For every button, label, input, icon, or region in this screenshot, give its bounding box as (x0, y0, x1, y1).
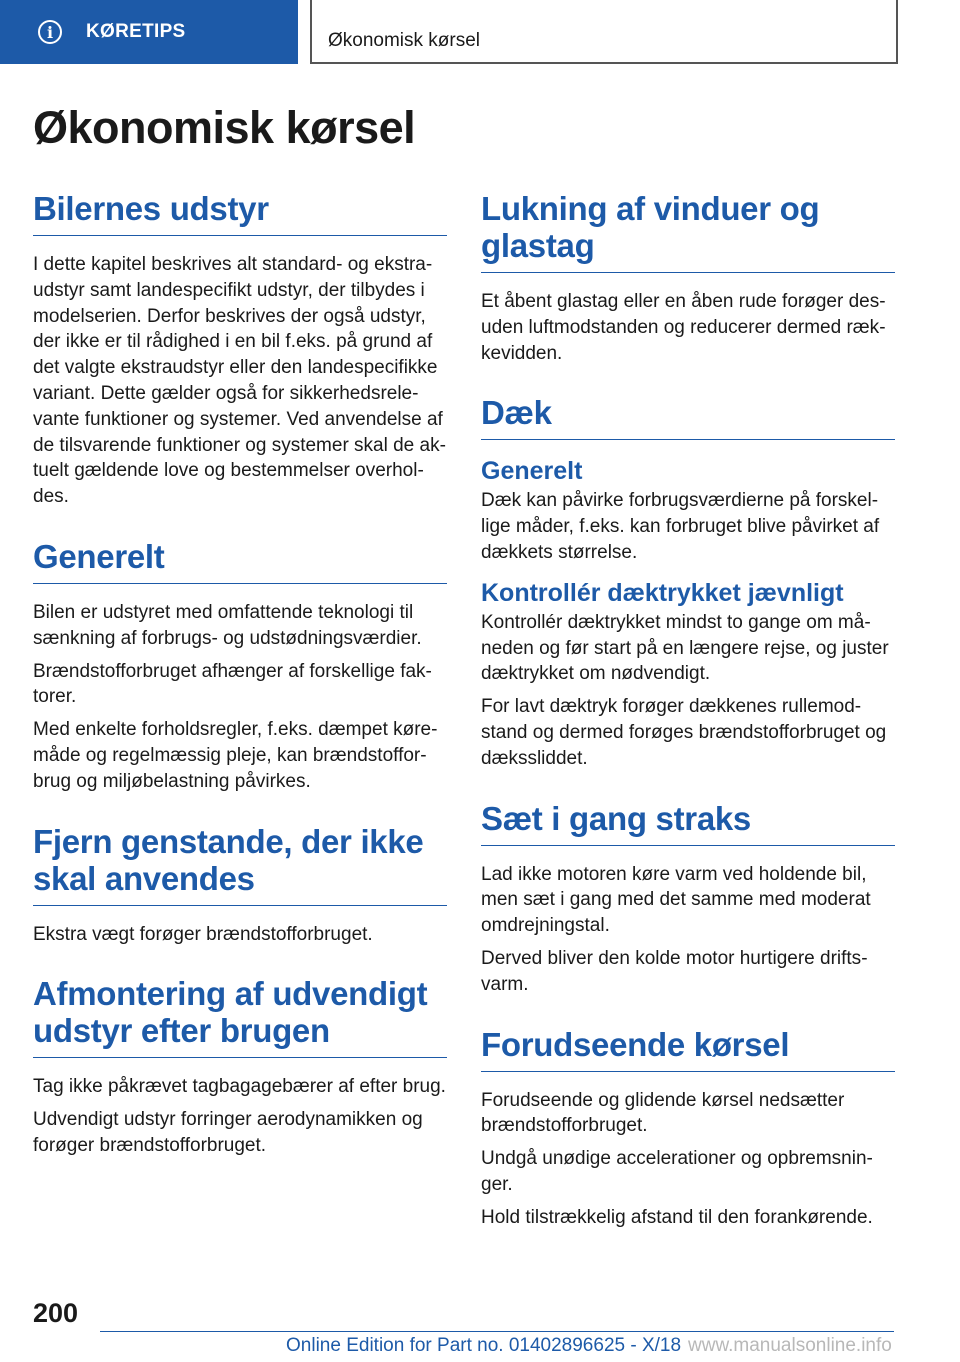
paragraph: Derved bliver den kolde motor hurtigere driftsvarm. (481, 947, 868, 995)
paragraph: Tag ikke påkrævet tagbagagebærer af efter brug. (33, 1076, 446, 1098)
paragraph: Undgå unødige accelerationer og opbremsninger. (481, 1148, 873, 1195)
right-column (481, 190, 895, 1231)
watermark: www.manualsonline.info (688, 1335, 892, 1356)
page-title: Økonomisk kørsel (33, 102, 416, 153)
subheading-generelt: Generelt (481, 457, 583, 486)
section-label: KØRETIPS (86, 21, 186, 42)
heading-daek: Dæk (481, 394, 895, 440)
paragraph: Forudseende og glidende kørsel nedsætter brændstofforbruget. (481, 1089, 845, 1137)
footer-divider (100, 1331, 894, 1332)
heading-generelt: Generelt (33, 538, 447, 584)
heading-afmontering: Afmontering af udvendigt udstyr efter brugen (33, 975, 447, 1058)
paragraph: Hold tilstrækkelig afstand til den forankørende. (481, 1206, 873, 1228)
paragraph: Med enkelte forholdsregler, f.eks. dæmpet køremåde og regelmæssig pleje, kan brændstofforbrug og miljøbelastning påvirkes. (33, 719, 438, 792)
section-tab[interactable] (0, 0, 298, 64)
paragraph: Brændstofforbruget afhænger af forskellige faktorer. (33, 660, 432, 708)
info-circle-icon: i (38, 20, 62, 44)
paragraph: Kontrollér dæktrykket mindst to gange om måneden og før start på en længere rejse, og juster dæktrykket om nødvendigt. (481, 611, 889, 685)
paragraph: Ekstra vægt forøger brændstofforbruget. (33, 923, 373, 945)
chapter-label: Økonomisk kørsel (328, 30, 481, 51)
heading-bilernes-udstyr: Bilernes udstyr (33, 190, 447, 236)
subheading-kontroller-daektryk: Kontrollér dæktrykket jævnligt (481, 578, 844, 607)
page-number: 200 (33, 1298, 79, 1328)
edition-link[interactable]: Online Edition for Part no. 01402896625 - X/18 (286, 1335, 682, 1356)
paragraph: For lavt dæktryk forøger dækkenes rullemodstand og dermed forøges brændstofforbruget og dækssliddet. (481, 696, 887, 769)
chapter-tab[interactable] (310, 0, 898, 64)
paragraph: Lad ikke motoren køre varm ved holdende bil, men sæt i gang med det samme med moderat omdrejningstal. (481, 863, 871, 937)
left-column (33, 190, 447, 1159)
heading-forudseende-korsel: Forudseende kørsel (481, 1026, 895, 1072)
heading-saet-i-gang: Sæt i gang straks (481, 800, 895, 846)
heading-lukning-af-vinduer: Lukning af vinduer og glastag (481, 190, 895, 273)
paragraph: Bilen er udstyret med omfattende teknologi til sænkning af forbrugs- og udstødningsværdier. (33, 601, 422, 649)
paragraph: Et åbent glastag eller en åben rude forøger desuden luftmodstanden og reducerer dermed rækkevidden. (481, 291, 886, 364)
heading-fjern-genstande: Fjern genstande, der ikke skal anvendes (33, 823, 447, 906)
paragraph: I dette kapitel beskrives alt standard- og ekstraudstyr samt landespecifikt udstyr, der tilbydes i modelserien. Derfor beskrives der også udstyr, der ikke er til rådighed i en bil f.eks. på grund af det valgte ekstraudstyr eller den landespecifikke variant. Dette gælder også for sikkerhedsrelevante funktioner og systemer. Ved anvendelse af de tilsvarende funktioner og systemer skal de aktuelt gældende love og bestemmelser overholdes. (33, 254, 446, 508)
paragraph: Udvendigt udstyr forringer aerodynamikken og forøger brændstofforbruget. (33, 1109, 423, 1156)
paragraph: Dæk kan påvirke forbrugsværdierne på forskellige måder, f.eks. kan forbruget blive påvirket af dækkets størrelse. (481, 490, 880, 563)
